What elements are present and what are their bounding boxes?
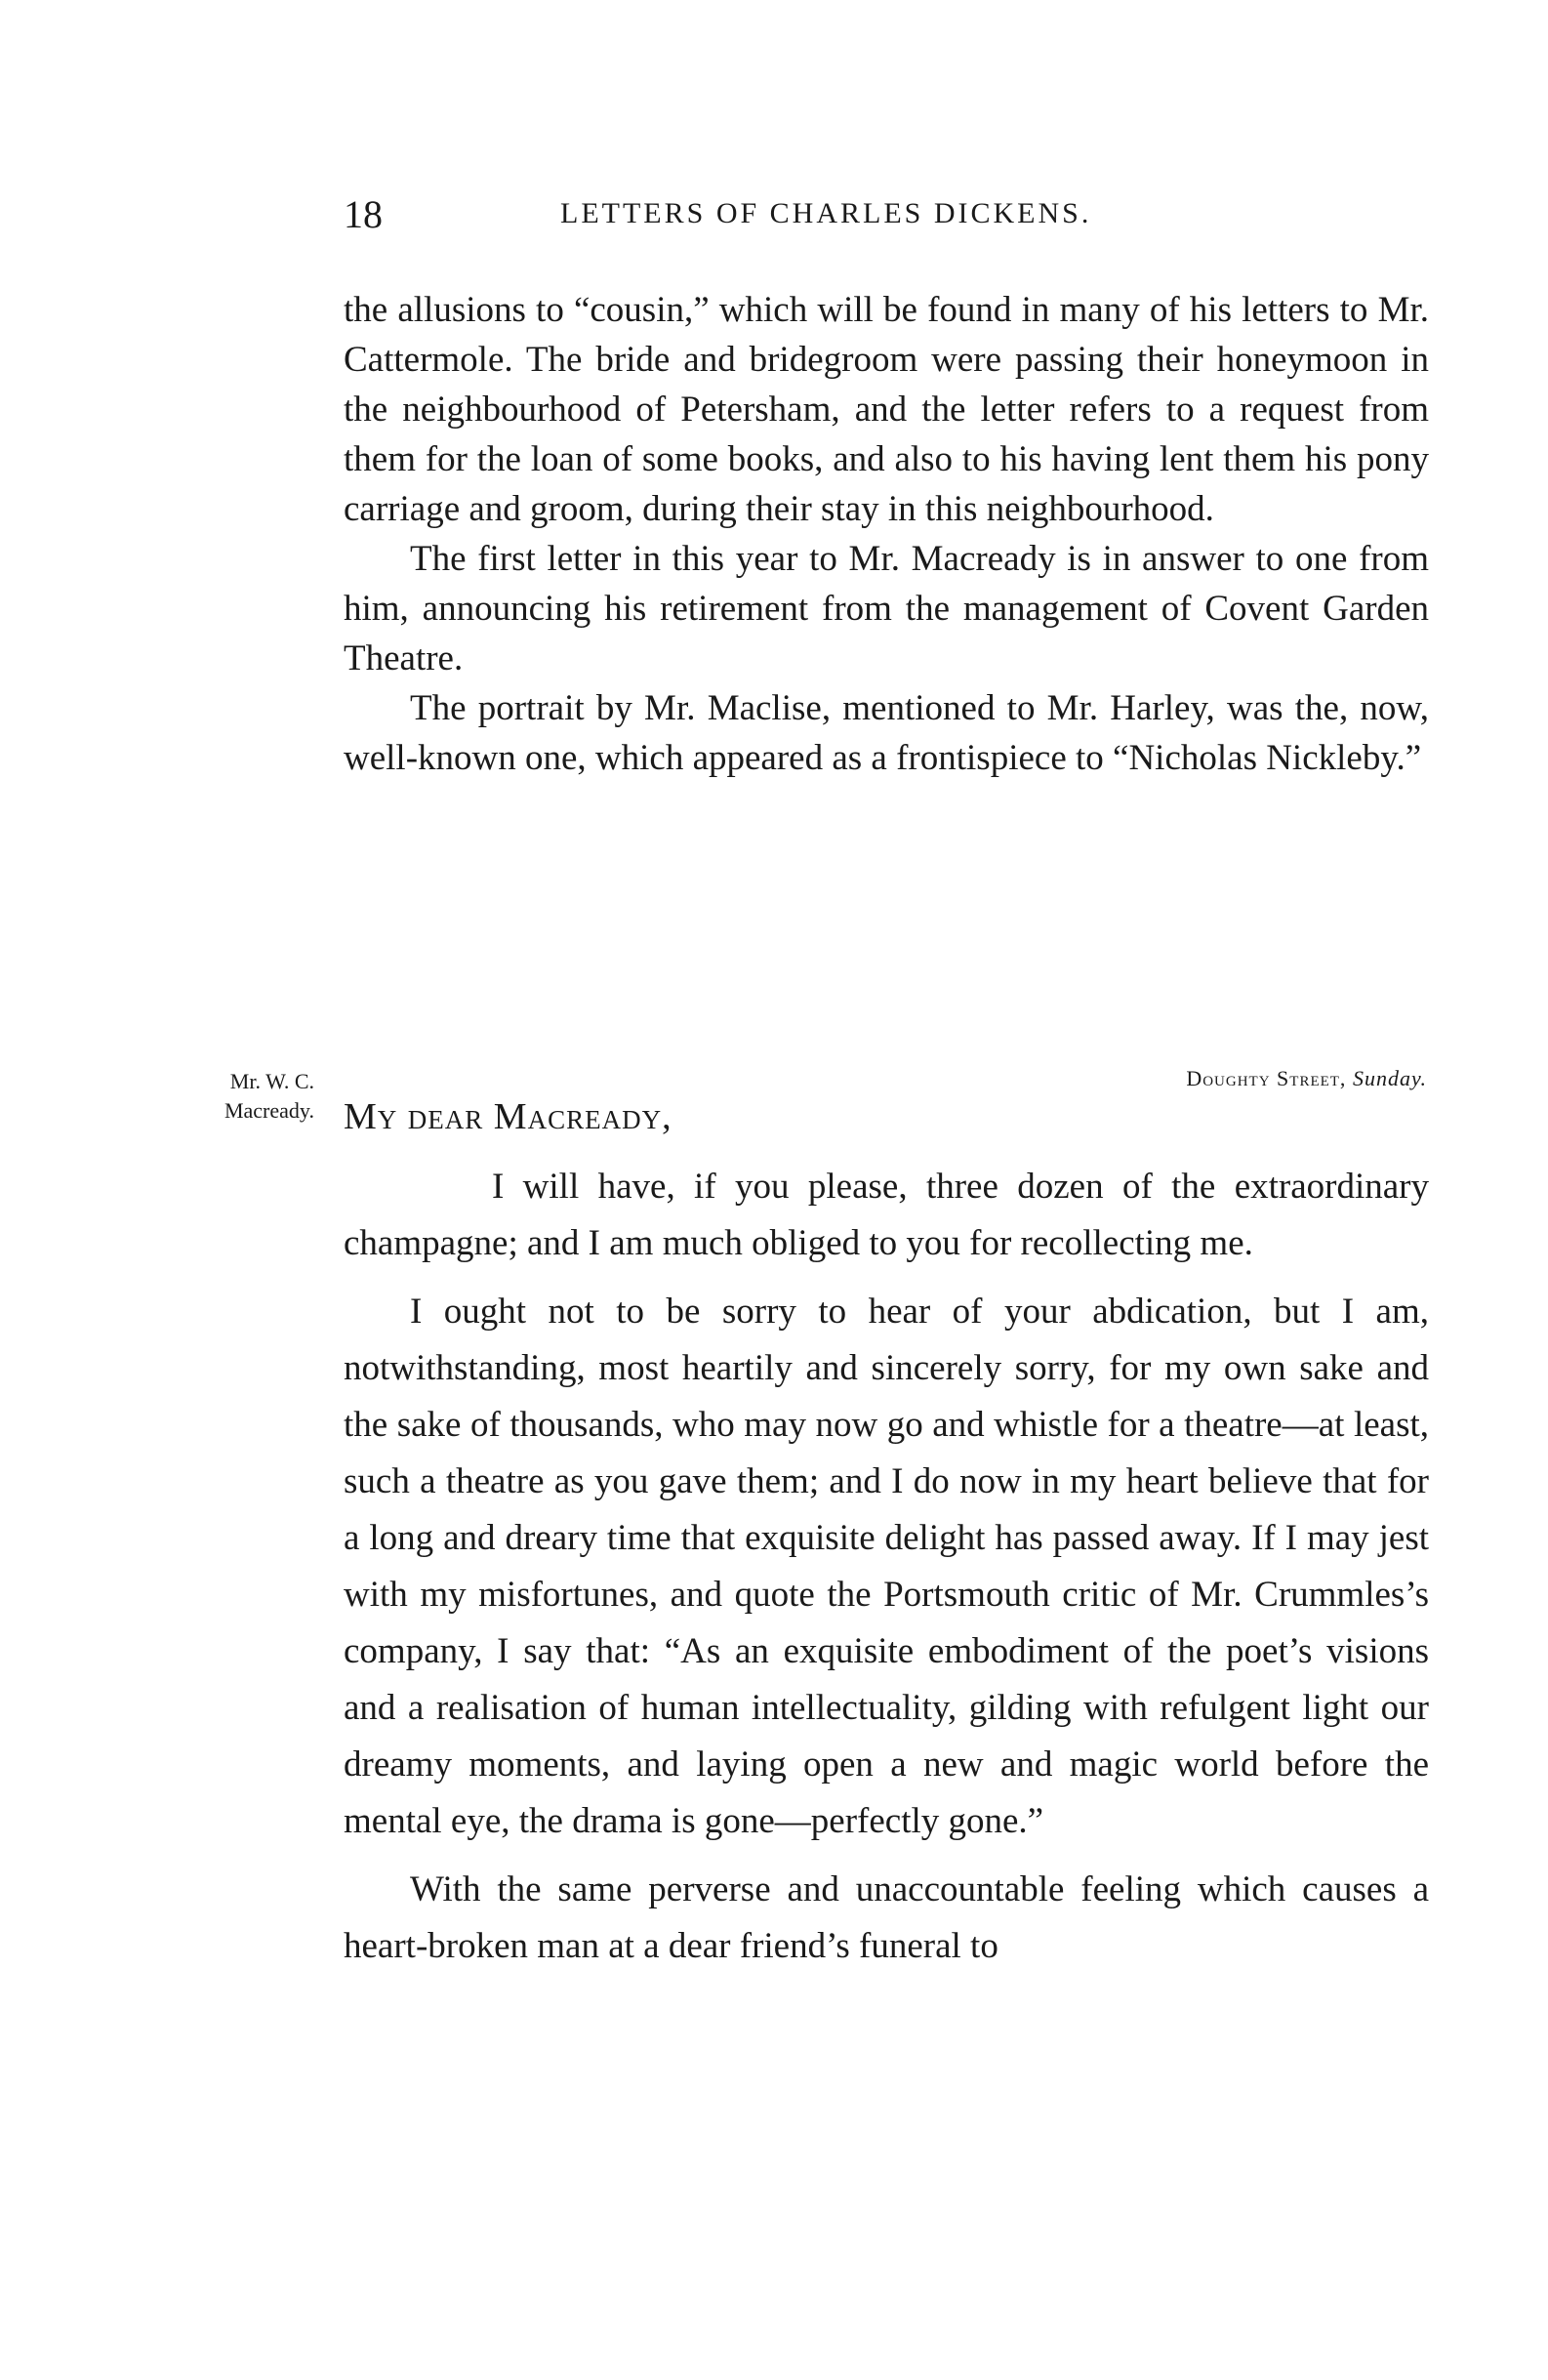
letter-salutation: My dear Macready, — [344, 1096, 672, 1137]
letter-paragraph: I ought not to be sorry to hear of your abdication, but I am, notwithstanding, most heartily and sincerely sorry, for my own sake and the sake of thousands, who may now go and whistle for a theatre—at least, such a theatre as you gave them; and I do now in my heart believe that for a long and dreary time that exquisite delight has passed away. If I may jest with my misfortunes, and quote the Portsmouth critic of Mr. Crummles’s company, I say that: “As an exquisite embodiment of the poet’s visions and a realisation of human intellectuality, gilding with refulgent light our dreamy moments, and laying open a new and magic world before the mental eye, the drama is gone—perfectly gone.” — [344, 1292, 1429, 1841]
letter-paragraph: I will have, if you please, three dozen of the extraordinary champagne; and I am much obliged to you for recollecting me. — [344, 1167, 1429, 1263]
sidenote-line: Macready. — [224, 1098, 314, 1123]
intro-paragraph: The first letter in this year to Mr. Macready is in answer to one from him, announcing his retirement from the management of Covent Garden Theatre. — [344, 539, 1429, 678]
intro-paragraph: the allusions to “cousin,” which will be found in many of his letters to Mr. Cattermole. The bride and bridegroom were passing their honeymoon in the neighbourhood of Petersham, and the letter refers to a request from them for the loan of some books, and also to his having lent them his pony carriage and groom, during their stay in this neighbourhood. — [344, 290, 1429, 529]
running-title: LETTERS OF CHARLES DICKENS. — [560, 197, 1092, 229]
letter-dateline — [1186, 1066, 1427, 1091]
letter-paragraph: With the same perverse and unaccountable feeling which causes a heart-broken man at a dear friend’s funeral to — [344, 1869, 1429, 1966]
dateline-place: Doughty Street, — [1186, 1066, 1347, 1090]
margin-sidenote — [168, 1067, 314, 1126]
letter-body — [344, 1159, 1429, 1987]
page-number: 18 — [344, 192, 383, 236]
intro-paragraph: The portrait by Mr. Maclise, mentioned to Mr. Harley, was the, now, well-known one, which appeared as a frontispiece to “Nicholas Nickleby.” — [344, 688, 1429, 778]
dateline-day: Sunday. — [1352, 1066, 1427, 1090]
sidenote-line: Mr. W. C. — [229, 1069, 314, 1093]
editorial-intro — [344, 285, 1429, 783]
page-header — [344, 191, 1427, 240]
